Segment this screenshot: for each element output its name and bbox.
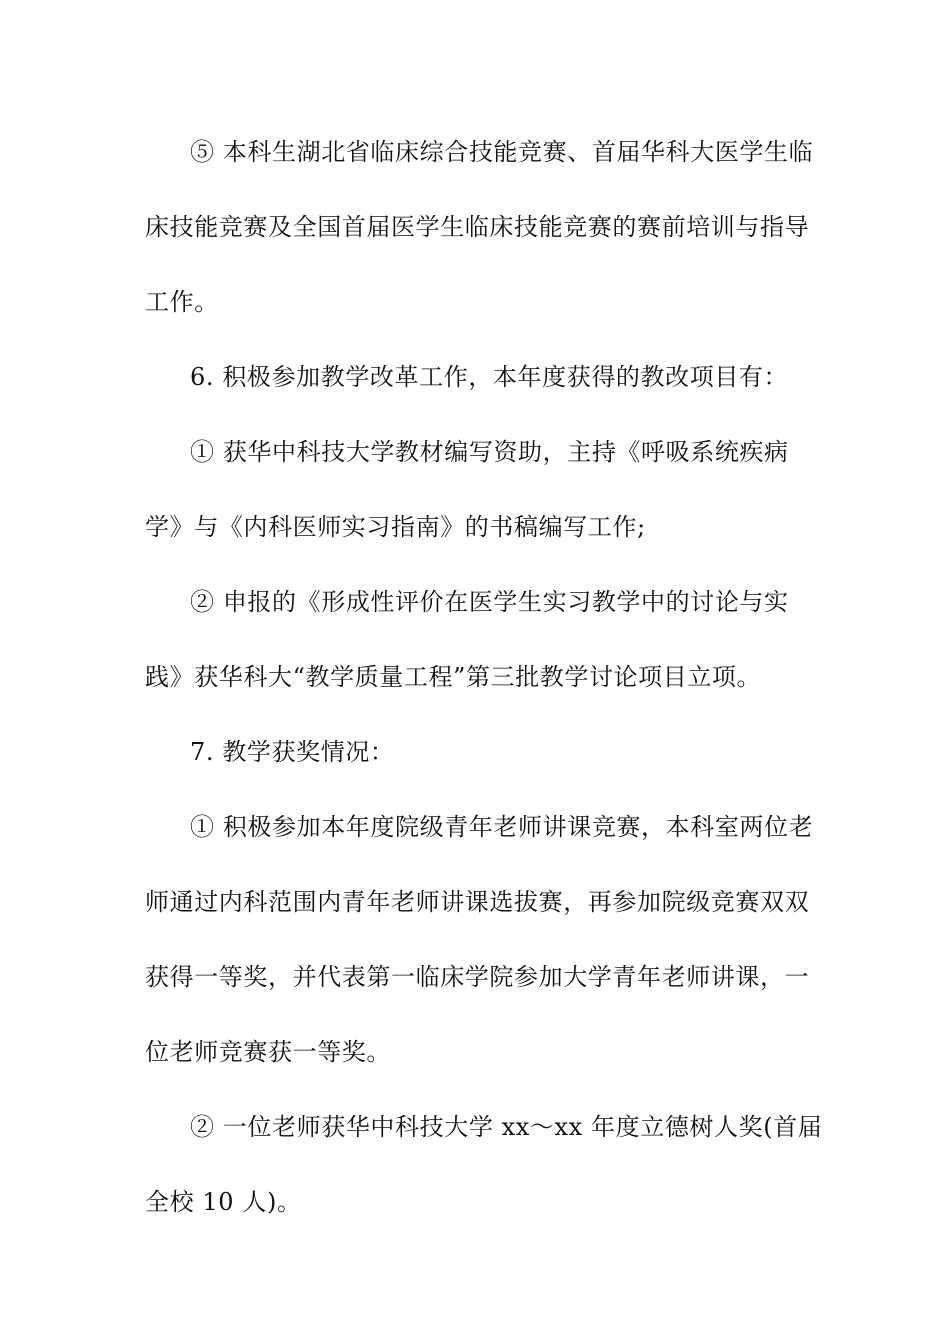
item-7-2-line-2: 全校 10 人)。 — [145, 1188, 302, 1216]
paragraph-5-line-1: ⑤ 本科生湖北省临床综合技能竞赛、首届华科大医学生临 — [190, 138, 814, 166]
item-6-1-line-1: ① 获华中科技大学教材编写资助，主持《呼吸系统疾病 — [190, 438, 789, 466]
item-6-2-line-2: 践》获华科大“教学质量工程”第三批教学讨论项目立项。 — [145, 663, 762, 691]
item-7-1-line-3: 获得一等奖，并代表第一临床学院参加大学青年老师讲课，一 — [145, 963, 810, 991]
item-7-1-line-2: 师通过内科范围内青年老师讲课选拔赛，再参加院级竞赛双双 — [145, 888, 810, 916]
item-7-1-line-1: ① 积极参加本年度院级青年老师讲课竞赛，本科室两位老 — [190, 813, 814, 841]
section-7-heading: 7. 教学获奖情况： — [190, 738, 395, 766]
paragraph-5-line-3: 工作。 — [145, 288, 219, 316]
item-6-1-line-2: 学》与《内科医师实习指南》的书稿编写工作; — [145, 513, 646, 541]
item-6-2-line-1: ② 申报的《形成性评价在医学生实习教学中的讨论与实 — [190, 588, 789, 616]
item-7-2-line-1: ② 一位老师获华中科技大学 xx～xx 年度立德树人奖(首届 — [190, 1113, 823, 1141]
item-7-1-line-4: 位老师竞赛获一等奖。 — [145, 1038, 391, 1066]
paragraph-5-line-2: 床技能竞赛及全国首届医学生临床技能竞赛的赛前培训与指导 — [145, 213, 810, 241]
section-6-heading: 6. 积极参加教学改革工作，本年度获得的教改项目有： — [190, 363, 789, 391]
